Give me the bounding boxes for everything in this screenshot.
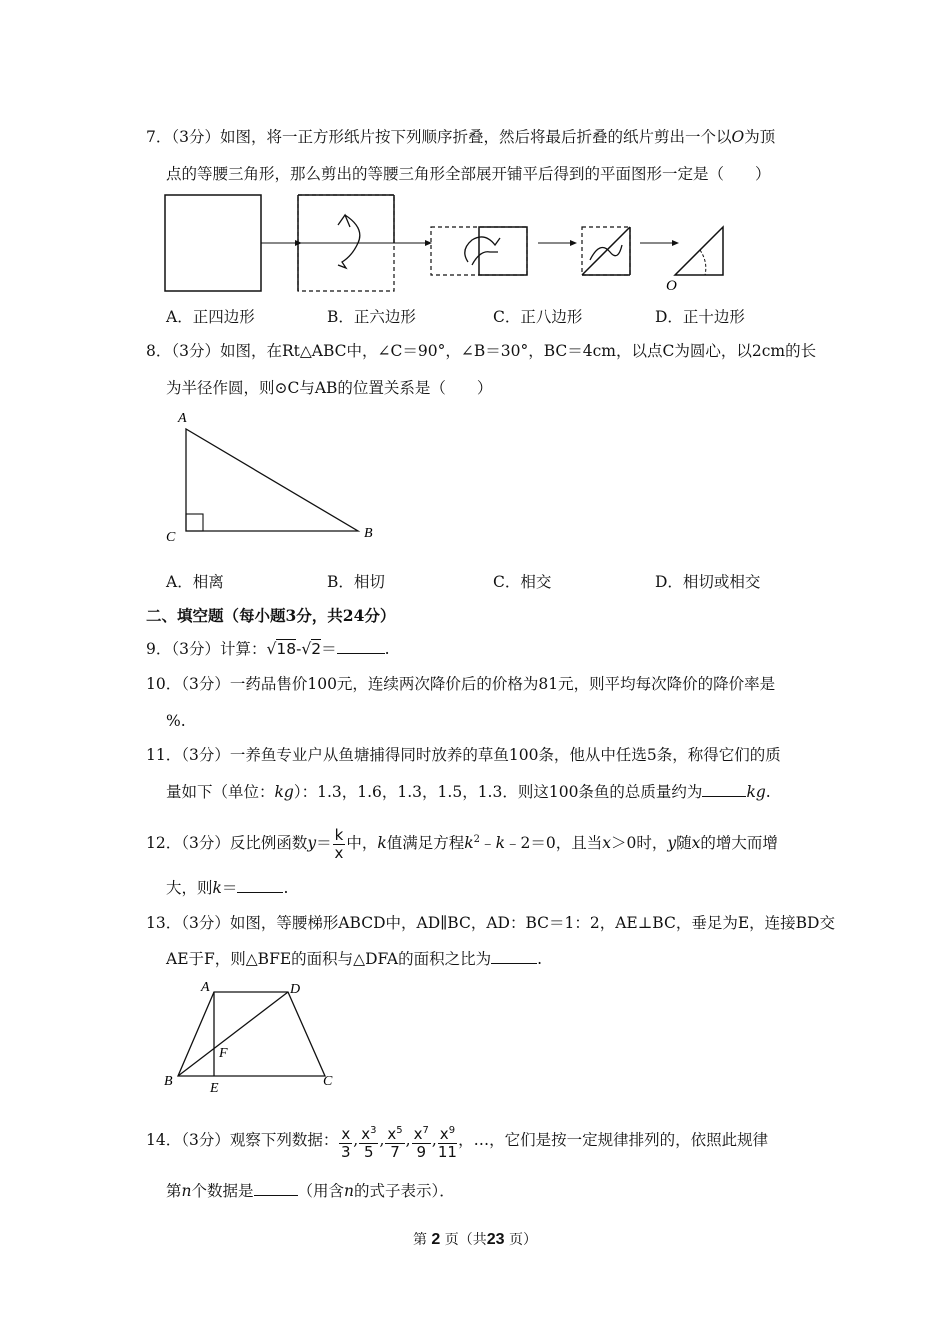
- q9-answer-blank[interactable]: [337, 639, 385, 654]
- q14-answer-blank[interactable]: [254, 1181, 298, 1196]
- q13-label-b: B: [164, 1074, 173, 1089]
- q7-option-b[interactable]: B．正六边形: [327, 308, 416, 326]
- q7-line1: 7．（3分）如图，将一正方形纸片按下列顺序折叠，然后将最后折叠的纸片剪出一个以O为顶: [146, 128, 776, 146]
- q8-option-c[interactable]: C．相交: [493, 573, 552, 591]
- q13-answer-blank[interactable]: [491, 949, 537, 964]
- q14-fraction-5: $\frac{x^9}{11}$: [438, 1122, 457, 1161]
- q8-label-c: C: [166, 530, 176, 545]
- q14-fraction-1: $\frac{x}{3}$: [339, 1122, 352, 1161]
- q8-option-b[interactable]: B．相切: [327, 573, 385, 591]
- q8-label-b: B: [364, 526, 373, 541]
- sqrt-symbol: √: [301, 640, 312, 658]
- q13-line2: AE于F，则△BFE的面积与△DFA的面积之比为 .: [166, 950, 543, 968]
- q7-option-a[interactable]: A．正四边形: [166, 308, 255, 326]
- page-footer: 第 2 页（共23 页）: [412, 1231, 538, 1248]
- q13-label-d: D: [290, 982, 301, 997]
- section-2-heading: 二、填空题（每小题3分，共24分）: [146, 606, 396, 625]
- q8-line1: 8．（3分）如图，在Rt△ABC中，∠C＝90°，∠B＝30°，BC＝4cm，以点C为圆心，以2cm的长: [146, 342, 817, 360]
- q11-line1: 11．（3分）一养鱼专业户从鱼塘捕得同时放养的草鱼100条，他从中任选5条，称得它们的质: [146, 746, 781, 764]
- q7-folding-figure: [160, 190, 730, 310]
- q8-option-a[interactable]: A．相离: [166, 573, 224, 591]
- q11-line2: 量如下（单位：kg）：1.3，1.6，1.3，1.5，1.3．则这100条鱼的总质量约为 kg.: [166, 783, 771, 801]
- q11-answer-blank[interactable]: [702, 782, 746, 797]
- q7-number: 7．: [146, 128, 172, 146]
- q14-line2: 第n个数据是 （用含n的式子表示）．: [166, 1182, 455, 1200]
- q14-fraction-2: $\frac{x^3}{5}$: [359, 1122, 378, 1161]
- q13-trapezoid-figure: [158, 976, 348, 1094]
- sqrt-symbol: √: [266, 640, 277, 658]
- q14-fraction-4: $\frac{x^7}{9}$: [412, 1122, 431, 1161]
- q13-label-f: F: [219, 1046, 228, 1061]
- q13-label-a: A: [201, 980, 210, 995]
- q10-line2: %.: [166, 712, 186, 730]
- q10-line1: 10．（3分）一药品售价100元，连续两次降价后的价格为81元，则平均每次降价的降价率是: [146, 675, 776, 693]
- q13-line1: 13．（3分）如图，等腰梯形ABCD中，AD∥BC，AD：BC＝1：2，AE⊥BC，垂足为E，连接BD交: [146, 914, 835, 932]
- q8-option-d[interactable]: D．相切或相交: [655, 573, 761, 591]
- q14-fraction-3: $\frac{x^5}{7}$: [385, 1122, 404, 1161]
- q8-triangle-figure: [160, 405, 390, 550]
- q13-label-e: E: [210, 1081, 219, 1094]
- k-over-x-fraction: $\frac{k}{x}$: [334, 825, 344, 862]
- q8-label-a: A: [178, 411, 187, 426]
- q7-option-d[interactable]: D．正十边形: [655, 308, 745, 326]
- q8-line2: 为半径作圆，则⊙C与AB的位置关系是（ ）: [166, 379, 493, 397]
- q9: 9．（3分）计算：√18-√2＝ .: [146, 640, 390, 658]
- q7-option-c[interactable]: C．正八边形: [493, 308, 583, 326]
- q7-fig-label-o: O: [666, 278, 677, 294]
- q12-line2: 大，则k＝ .: [166, 879, 289, 897]
- q12-line1: 12．（3分）反比例函数y＝ $\frac{k}{x}$ 中，k值满足方程$k^2﹣k﹣2=0$，且当x＞0时，y随x的增大而增: [146, 825, 778, 862]
- page-total: 23: [486, 1231, 505, 1248]
- q13-label-c: C: [323, 1074, 333, 1089]
- q14-line1: 14．（3分）观察下列数据： $\frac{x}{3}$ , $\frac{x^3}{5}$ , $\frac{x^5}{7}$ , $\frac{x^7}{9}$ , $\frac{x^9}{11}$ ，…，它们是按一定规律排列的，依照此规律: [146, 1120, 768, 1161]
- q12-answer-blank[interactable]: [237, 878, 283, 893]
- q7-line2: 点的等腰三角形，那么剪出的等腰三角形全部展开铺平后得到的平面图形一定是（ ）: [166, 165, 771, 183]
- page-number: 2: [431, 1231, 441, 1248]
